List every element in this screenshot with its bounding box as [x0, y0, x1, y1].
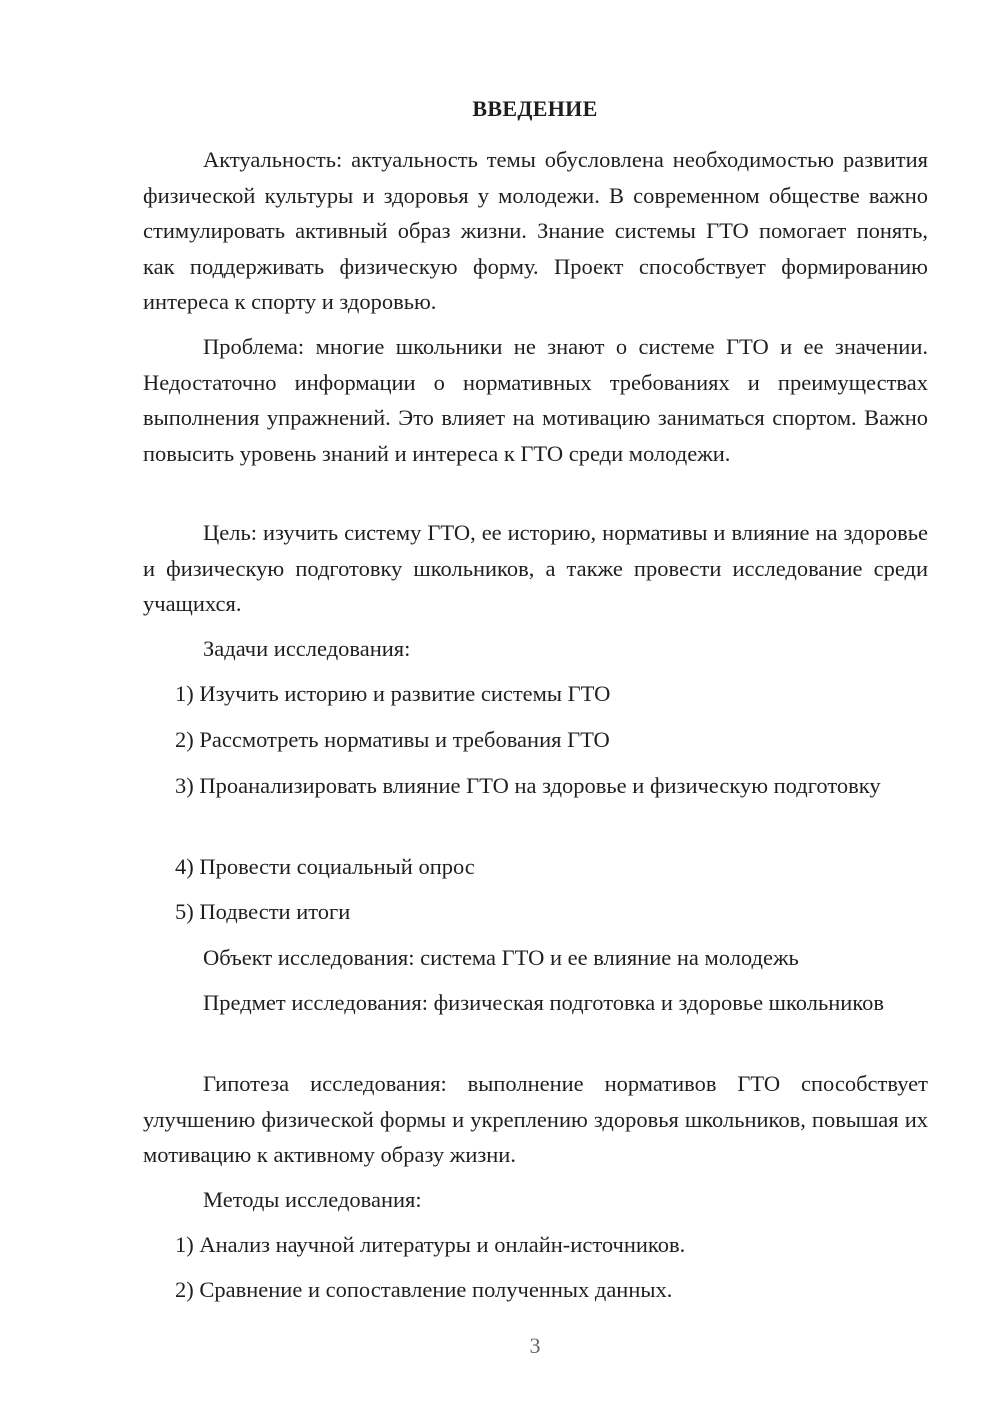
tasks-heading: Задачи исследования:	[203, 636, 411, 661]
page-title: ВВЕДЕНИЕ	[472, 96, 598, 121]
paragraph-actuality: Актуальность: актуальность темы обусловлена необходимостью развития физической культуры и здоровья у молодежи. В современном обществе важно стимулировать активный образ жизни. Знание системы ГТО помогает понять, как поддерживать физическую форму. Проект способствует формированию интереса к спорту и здоровью.	[143, 147, 928, 314]
task-item-3: 3) Проанализировать влияние ГТО на здоровье и физическую подготовку	[175, 773, 881, 798]
paragraph-hypothesis: Гипотеза исследования: выполнение нормативов ГТО способствует улучшению физической формы и укреплению здоровья школьников, повышая их мотивацию к активному образу жизни.	[143, 1071, 928, 1167]
task-item-2: 2) Рассмотреть нормативы и требования ГТО	[175, 727, 610, 752]
method-item-2: 2) Сравнение и сопоставление полученных данных.	[175, 1277, 673, 1302]
paragraph-problem: Проблема: многие школьники не знают о системе ГТО и ее значении. Недостаточно информации о нормативных требованиях и преимуществах выполнения упражнений. Это влияет на мотивацию заниматься спортом. Важно повысить уровень знаний и интереса к ГТО среди молодежи.	[143, 334, 928, 466]
task-item-5: 5) Подвести итоги	[175, 899, 351, 924]
methods-heading: Методы исследования:	[203, 1187, 422, 1212]
page-number: 3	[529, 1333, 541, 1358]
paragraph-goal: Цель: изучить систему ГТО, ее историю, нормативы и влияние на здоровье и физическую подготовку школьников, а также провести исследование среди учащихся.	[143, 520, 928, 616]
paragraph-object: Объект исследования: система ГТО и ее влияние на молодежь	[203, 945, 799, 970]
task-item-4: 4) Провести социальный опрос	[175, 854, 475, 879]
paragraph-subject: Предмет исследования: физическая подготовка и здоровье школьников	[203, 990, 884, 1015]
task-item-1: 1) Изучить историю и развитие системы ГТО	[175, 681, 611, 706]
method-item-1: 1) Анализ научной литературы и онлайн-источников.	[175, 1232, 686, 1257]
